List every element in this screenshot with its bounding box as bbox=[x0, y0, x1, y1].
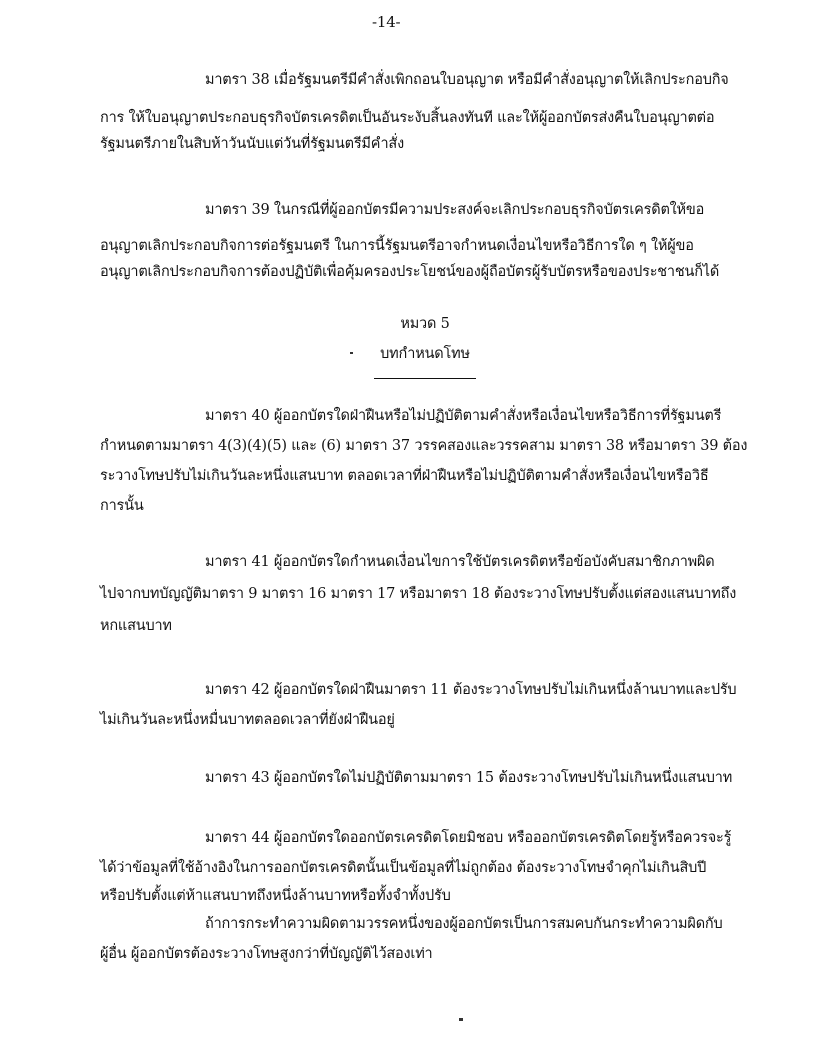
section-38-line-2: การ ให้ใบอนุญาตประกอบธุรกิจบัตรเครดิตเป็นอันระงับสิ้นลงทันที และให้ผู้ออกบัตรส่งคืนใบอนุญาตต่อ bbox=[100, 110, 715, 126]
section-40-line-4: การนั้น bbox=[100, 498, 144, 514]
section-44-line-5: ผู้อื่น ผู้ออกบัตรต้องระวางโทษสูงกว่าที่บัญญัติไว้สองเท่า bbox=[100, 946, 433, 962]
section-39-line-3: อนุญาตเลิกประกอบกิจการต้องปฏิบัติเพื่อคุ้มครองประโยชน์ของผู้ถือบัตรผู้รับบัตรหรือของประชาชนก็ได้ bbox=[100, 264, 720, 280]
section-40-line-3: ระวางโทษปรับไม่เกินวันละหนึ่งแสนบาท ตลอดเวลาที่ฝ่าฝืนหรือไม่ปฏิบัติตามคำสั่งหรือเงื่อนไขหรือวิธี bbox=[100, 468, 709, 484]
section-43-line-1: มาตรา 43 ผู้ออกบัตรใดไม่ปฏิบัติตามมาตรา 15 ต้องระวางโทษปรับไม่เกินหนึ่งแสนบาท bbox=[205, 770, 733, 786]
section-41-line-1: มาตรา 41 ผู้ออกบัตรใดกำหนดเงื่อนไขการใช้บัตรเครดิตหรือข้อบังคับสมาชิกภาพผิด bbox=[205, 554, 715, 570]
section-40-line-1: มาตรา 40 ผู้ออกบัตรใดฝ่าฝืนหรือไม่ปฏิบัติตามคำสั่งหรือเงื่อนไขหรือวิธีการที่รัฐมนตรี bbox=[205, 408, 722, 424]
page-number: -14- bbox=[372, 13, 401, 31]
scan-speck bbox=[459, 1018, 463, 1021]
section-42-line-2: ไม่เกินวันละหนึ่งหมื่นบาทตลอดเวลาที่ยังฝ่าฝืนอยู่ bbox=[100, 712, 395, 728]
section-44-line-3: หรือปรับตั้งแต่ห้าแสนบาทถึงหนึ่งล้านบาทหรือทั้งจำทั้งปรับ bbox=[100, 888, 451, 904]
section-40-line-2: กำหนดตามมาตรา 4(3)(4)(5) และ (6) มาตรา 37 วรรคสองและวรรคสาม มาตรา 38 หรือมาตรา 39 ต้อง bbox=[100, 438, 748, 454]
section-44-line-2: ได้ว่าข้อมูลที่ใช้อ้างอิงในการออกบัตรเครดิตนั้นเป็นข้อมูลที่ไม่ถูกต้อง ต้องระวางโทษจำคุกไม่เกินสิบปี bbox=[100, 860, 707, 876]
chapter-underline bbox=[374, 378, 476, 379]
section-39-line-1: มาตรา 39 ในกรณีที่ผู้ออกบัตรมีความประสงค์จะเลิกประกอบธุรกิจบัตรเครดิตให้ขอ bbox=[205, 202, 705, 218]
section-41-line-3: หกแสนบาท bbox=[100, 618, 172, 634]
section-41-line-2: ไปจากบทบัญญัติมาตรา 9 มาตรา 16 มาตรา 17 หรือมาตรา 18 ต้องระวางโทษปรับตั้งแต่สองแสนบาทถึง bbox=[100, 586, 737, 602]
chapter-title: บทกำหนดโทษ bbox=[380, 346, 470, 362]
section-44-line-1: มาตรา 44 ผู้ออกบัตรใดออกบัตรเครดิตโดยมิชอบ หรือออกบัตรเครดิตโดยรู้หรือควรจะรู้ bbox=[205, 830, 732, 846]
chapter-number: หมวด 5 bbox=[400, 316, 450, 332]
section-38-line-3: รัฐมนตรีภายในสิบห้าวันนับแต่วันที่รัฐมนตรีมีคำสั่ง bbox=[100, 136, 404, 152]
section-38-line-1: มาตรา 38 เมื่อรัฐมนตรีมีคำสั่งเพิกถอนใบอนุญาต หรือมีคำสั่งอนุญาตให้เลิกประกอบกิจ bbox=[205, 72, 729, 88]
section-39-line-2: อนุญาตเลิกประกอบกิจการต่อรัฐมนตรี ในการนี้รัฐมนตรีอาจกำหนดเงื่อนไขหรือวิธีการใด ๆ ให้ผู้ขอ bbox=[100, 238, 694, 254]
scan-speck bbox=[350, 352, 353, 354]
section-42-line-1: มาตรา 42 ผู้ออกบัตรใดฝ่าฝืนมาตรา 11 ต้องระวางโทษปรับไม่เกินหนึ่งล้านบาทและปรับ bbox=[205, 682, 737, 698]
section-44-line-4: ถ้าการกระทำความผิดตามวรรคหนึ่งของผู้ออกบัตรเป็นการสมคบกันกระทำความผิดกับ bbox=[205, 916, 723, 932]
